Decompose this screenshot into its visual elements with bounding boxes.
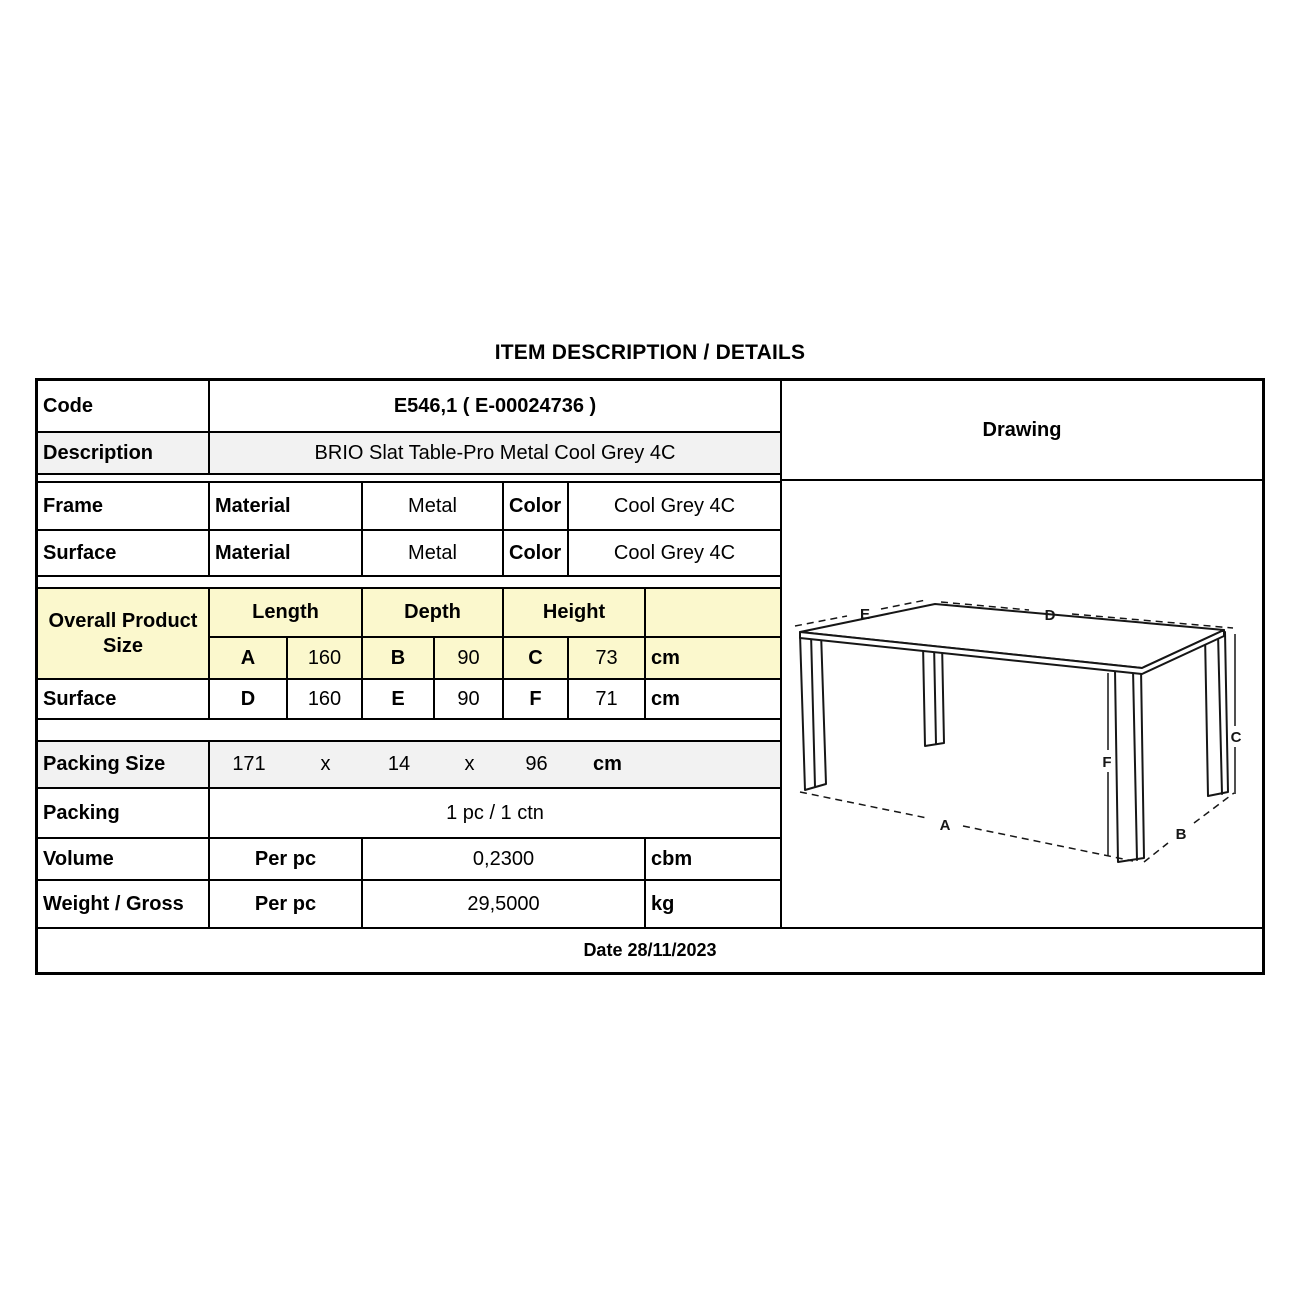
packing-size-values	[210, 742, 780, 787]
volume-per: Per pc	[210, 839, 363, 879]
weight-label: Weight / Gross	[38, 881, 210, 927]
packing-size-empty	[646, 742, 780, 787]
drawing-column	[782, 381, 1262, 927]
packing-label: Packing	[38, 789, 210, 837]
dim-line-a	[800, 792, 1133, 861]
packing-size-label: Packing Size	[38, 742, 210, 787]
dim-c-key: C	[504, 638, 569, 678]
frame-color-label: Color	[504, 483, 569, 529]
surface-material-label: Material	[210, 531, 363, 575]
dim-label-d: D	[1044, 607, 1056, 624]
surface-color-value: Cool Grey 4C	[613, 541, 736, 564]
frame-label: Frame	[38, 483, 210, 529]
drawing-header: Drawing	[782, 381, 1262, 481]
description-value: BRIO Slat Table-Pro Metal Cool Grey 4C	[314, 441, 676, 464]
date-row	[38, 929, 1262, 972]
overall-size-block	[38, 589, 780, 680]
packing-value: 1 pc / 1 ctn	[446, 801, 544, 824]
dim-c-value: 73	[569, 638, 646, 678]
drawing-area	[782, 481, 1262, 927]
spec-table-main	[38, 381, 1262, 929]
weight-row	[38, 881, 780, 927]
overall-size-grid	[210, 589, 780, 678]
spec-table	[35, 378, 1265, 975]
dim-label-c: C	[1230, 729, 1242, 746]
volume-unit: cbm	[651, 847, 693, 870]
dim-e-key: E	[363, 680, 435, 718]
dim-e-value: 90	[435, 680, 504, 718]
dim-line-b	[1144, 793, 1234, 862]
table-leg-back-right	[1205, 632, 1228, 796]
surface-row	[38, 531, 780, 577]
table-technical-drawing	[782, 481, 1262, 927]
dim-d-value: 160	[288, 680, 363, 718]
packing-sep1: x	[320, 753, 331, 775]
surface-size-unit: cm	[651, 687, 680, 710]
dim-d-key: D	[210, 680, 288, 718]
packing-sep2: x	[464, 753, 475, 775]
dim-label-b: B	[1175, 826, 1187, 843]
weight-unit: kg	[651, 892, 675, 915]
code-row	[38, 381, 780, 433]
surface-label: Surface	[38, 531, 210, 575]
description-label: Description	[38, 433, 210, 473]
packing-dim3: 96	[525, 753, 548, 775]
length-header: Length	[210, 589, 363, 636]
overall-size-label: Overall Product Size	[38, 589, 210, 678]
weight-value: 29,5000	[363, 881, 646, 927]
spacer-row	[38, 577, 780, 589]
surface-material-value: Metal	[363, 531, 504, 575]
overall-size-unit: cm	[651, 646, 680, 669]
overall-size-values-row	[210, 638, 780, 678]
dim-label-a: A	[939, 817, 951, 834]
frame-material-label: Material	[210, 483, 363, 529]
spec-columns	[38, 381, 782, 927]
table-leg-front-right	[1115, 668, 1144, 862]
size-header-row	[210, 589, 780, 638]
weight-per: Per pc	[210, 881, 363, 927]
surface-size-label: Surface	[38, 680, 210, 718]
dim-b-key: B	[363, 638, 435, 678]
frame-row	[38, 483, 780, 531]
table-isometric-outline	[800, 604, 1228, 862]
dim-label-f: F	[1102, 754, 1112, 771]
packing-size-row	[38, 742, 780, 789]
depth-header: Depth	[363, 589, 504, 636]
dim-f-key: F	[504, 680, 569, 718]
height-header: Height	[504, 589, 646, 636]
size-header-empty	[646, 589, 780, 636]
dim-a-key: A	[210, 638, 288, 678]
packing-dim1: 171	[232, 753, 266, 775]
packing-size-unit: cm	[593, 753, 622, 775]
date-text: Date 28/11/2023	[583, 940, 717, 960]
spacer-row	[38, 720, 780, 742]
dim-a-value: 160	[288, 638, 363, 678]
packing-row	[38, 789, 780, 839]
description-row	[38, 433, 780, 475]
dim-b-value: 90	[435, 638, 504, 678]
dim-f-value: 71	[569, 680, 646, 718]
volume-row	[38, 839, 780, 881]
dim-label-e: E	[859, 606, 871, 623]
spacer-row	[38, 475, 780, 483]
surface-color-label: Color	[504, 531, 569, 575]
frame-color-value: Cool Grey 4C	[613, 494, 736, 517]
code-label: Code	[38, 381, 210, 431]
code-value: E546,1 ( E-00024736 )	[393, 394, 597, 417]
frame-material-value: Metal	[363, 483, 504, 529]
page-title: ITEM DESCRIPTION / DETAILS	[494, 341, 806, 364]
volume-value: 0,2300	[363, 839, 646, 879]
volume-label: Volume	[38, 839, 210, 879]
surface-size-row	[38, 680, 780, 720]
packing-dim2: 14	[387, 753, 411, 775]
